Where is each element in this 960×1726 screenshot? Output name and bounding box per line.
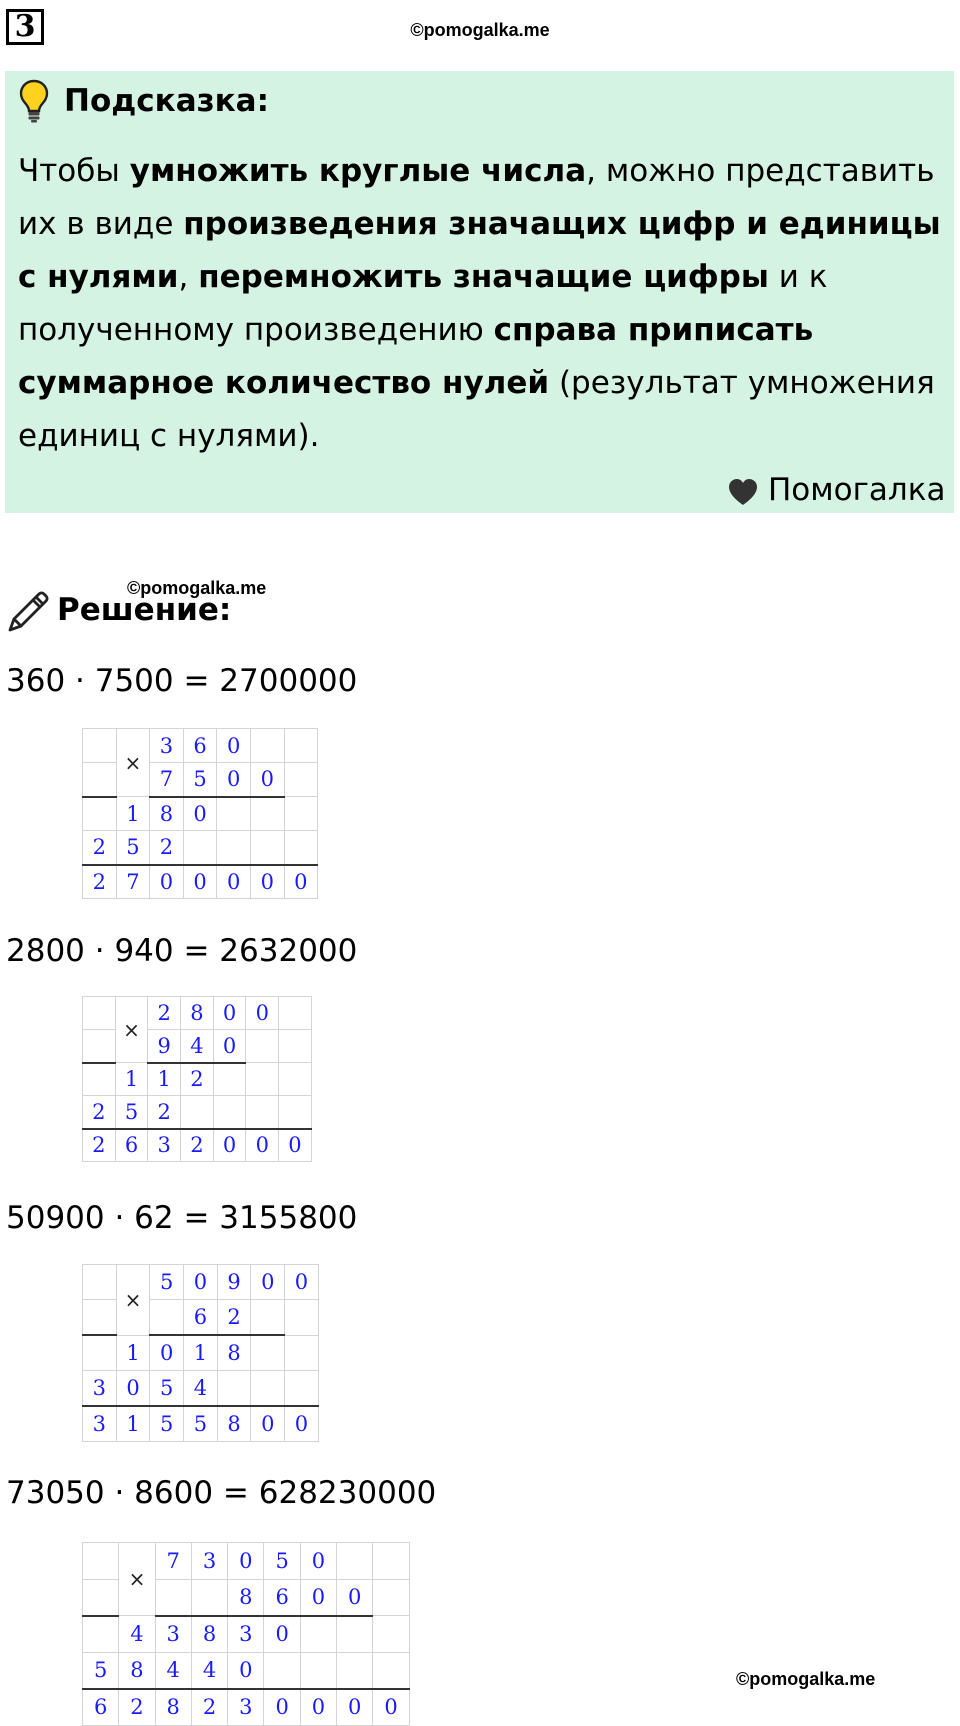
multiply-sign: × (119, 1543, 155, 1616)
grid-cell: 1 (115, 1063, 148, 1096)
hint-text-bold: перемножить значащие цифры (198, 259, 769, 295)
grid-cell: 3 (228, 1689, 264, 1726)
grid-cell (279, 997, 312, 1030)
grid-cell: 1 (116, 1335, 150, 1370)
watermark-solution: ©pomogalka.me (127, 578, 267, 598)
grid-cell (284, 763, 318, 797)
multiplication-grid-2 (82, 996, 312, 1162)
grid-cell (250, 729, 284, 763)
grid-cell: 1 (116, 797, 150, 831)
pencil-icon (6, 587, 52, 633)
grid-cell: 2 (150, 831, 184, 865)
task-number: 3 (6, 9, 44, 45)
grid-row (83, 797, 318, 831)
grid-cell (83, 1579, 119, 1616)
grid-row (83, 1406, 319, 1441)
watermark-bottom: ©pomogalka.me (736, 1669, 876, 1689)
grid-cell: 2 (181, 1129, 214, 1162)
grid-cell: 2 (181, 1063, 214, 1096)
grid-cell: 0 (228, 1543, 264, 1580)
equation-4: 73050 · 8600 = 628230000 (6, 1475, 437, 1511)
grid-cell: 6 (83, 1689, 119, 1726)
grid-cell (285, 1300, 319, 1335)
grid-cell (250, 797, 284, 831)
grid-cell: 4 (155, 1652, 191, 1689)
grid-cell (300, 1616, 336, 1653)
grid-cell (181, 1096, 214, 1129)
grid-cell: 0 (250, 763, 284, 797)
grid-cell: 0 (116, 1371, 150, 1406)
grid-cell (83, 997, 116, 1030)
grid-cell (83, 1030, 116, 1063)
grid-cell: 0 (300, 1579, 336, 1616)
grid-cell: 5 (184, 1406, 218, 1441)
grid-cell: 3 (83, 1406, 117, 1441)
grid-cell: 6 (183, 729, 217, 763)
grid-row (83, 1543, 410, 1580)
grid-cell (373, 1543, 409, 1580)
grid-cell: 4 (119, 1616, 155, 1653)
grid-cell (300, 1652, 336, 1689)
grid-cell: 0 (213, 1129, 246, 1162)
grid-row (83, 1063, 312, 1096)
grid-cell (217, 831, 251, 865)
grid-cell: 0 (284, 865, 318, 899)
grid-cell (83, 729, 117, 763)
multiply-sign: × (115, 997, 148, 1063)
grid-cell (83, 1543, 119, 1580)
grid-cell: 2 (148, 1096, 181, 1129)
grid-row (83, 729, 318, 763)
grid-cell: 0 (250, 865, 284, 899)
grid-cell: 5 (115, 1096, 148, 1129)
grid-cell: 2 (83, 1096, 116, 1129)
grid-cell: 2 (191, 1689, 227, 1726)
hint-text-run: Чтобы (18, 153, 130, 189)
grid-cell: 8 (191, 1616, 227, 1653)
grid-cell: 0 (183, 865, 217, 899)
grid-cell (251, 1335, 285, 1370)
grid-cell: 0 (217, 729, 251, 763)
grid-cell (183, 831, 217, 865)
grid-row (83, 997, 312, 1030)
grid-cell (83, 797, 117, 831)
grid-cell (279, 1063, 312, 1096)
grid-cell: 3 (148, 1129, 181, 1162)
multiplication-grid-1 (82, 728, 318, 899)
grid-cell: 0 (264, 1689, 300, 1726)
grid-cell: 2 (83, 1129, 116, 1162)
grid-cell: 8 (217, 1406, 251, 1441)
grid-row (83, 1652, 410, 1689)
grid-cell: 0 (150, 1335, 184, 1370)
grid-cell: 4 (191, 1652, 227, 1689)
grid-cell: 8 (217, 1335, 251, 1370)
grid-cell: 0 (213, 1030, 246, 1063)
grid-cell: 0 (228, 1652, 264, 1689)
grid-cell: 0 (337, 1689, 373, 1726)
grid-cell: 2 (83, 831, 117, 865)
grid-cell: 0 (246, 1129, 279, 1162)
equation-3: 50900 · 62 = 3155800 (6, 1200, 358, 1236)
grid-cell (83, 1616, 119, 1653)
hint-text-run: , можно представить их в виде (18, 153, 935, 242)
heart-icon (727, 477, 759, 507)
grid-cell: 0 (251, 1265, 285, 1300)
grid-row (83, 1096, 312, 1129)
grid-cell: 0 (183, 797, 217, 831)
grid-row (83, 1371, 319, 1406)
grid-cell (337, 1652, 373, 1689)
grid-cell: 7 (155, 1543, 191, 1580)
grid-cell (83, 763, 117, 797)
grid-cell (83, 1335, 117, 1370)
grid-cell: 3 (191, 1543, 227, 1580)
grid-cell: 0 (213, 997, 246, 1030)
grid-cell (285, 1335, 319, 1370)
grid-cell: 7 (116, 865, 150, 899)
grid-cell: 0 (217, 763, 251, 797)
multiply-sign: × (116, 1265, 150, 1336)
grid-cell (191, 1579, 227, 1616)
grid-cell: 0 (251, 1406, 285, 1441)
grid-cell: 1 (148, 1063, 181, 1096)
grid-cell (284, 729, 318, 763)
grid-cell: 5 (150, 1406, 184, 1441)
grid-cell: 5 (264, 1543, 300, 1580)
grid-cell: 0 (246, 997, 279, 1030)
grid-cell (155, 1579, 191, 1616)
grid-cell: 9 (217, 1265, 251, 1300)
grid-cell: 0 (279, 1129, 312, 1162)
grid-cell (373, 1652, 409, 1689)
grid-cell (217, 797, 251, 831)
grid-cell: 3 (150, 729, 184, 763)
grid-cell: 5 (183, 763, 217, 797)
grid-cell: 0 (264, 1616, 300, 1653)
grid-cell: 8 (150, 797, 184, 831)
hint-title: Подсказка: (64, 83, 269, 119)
grid-cell: 1 (184, 1335, 218, 1370)
multiplication-grid-3 (82, 1264, 319, 1442)
grid-cell (251, 1300, 285, 1335)
grid-row (83, 1335, 319, 1370)
grid-cell: 2 (217, 1300, 251, 1335)
grid-cell: 6 (264, 1579, 300, 1616)
grid-cell (337, 1616, 373, 1653)
hint-text-bold: произведения значащих цифр и единицы с нулями (18, 206, 941, 295)
grid-cell: 4 (184, 1371, 218, 1406)
grid-row (83, 831, 318, 865)
grid-cell (279, 1030, 312, 1063)
grid-cell: 2 (83, 865, 117, 899)
grid-cell (217, 1371, 251, 1406)
grid-cell: 0 (150, 865, 184, 899)
grid-cell (251, 1371, 285, 1406)
equation-2: 2800 · 940 = 2632000 (6, 933, 358, 969)
multiplication-grid-4 (82, 1542, 410, 1726)
grid-row (83, 1129, 312, 1162)
hint-text-run: , (178, 259, 199, 295)
hint-text (18, 145, 948, 463)
grid-cell: 0 (184, 1265, 218, 1300)
grid-cell: 3 (155, 1616, 191, 1653)
watermark-top: ©pomogalka.me (410, 20, 550, 40)
grid-cell: 6 (184, 1300, 218, 1335)
grid-cell: 7 (150, 763, 184, 797)
grid-cell (250, 831, 284, 865)
grid-cell: 8 (155, 1689, 191, 1726)
grid-cell: 3 (228, 1616, 264, 1653)
grid-cell: 2 (119, 1689, 155, 1726)
grid-cell: 9 (148, 1030, 181, 1063)
grid-cell (83, 1063, 116, 1096)
grid-cell (213, 1063, 246, 1096)
grid-row (83, 1689, 410, 1726)
grid-row (83, 865, 318, 899)
grid-cell (285, 1371, 319, 1406)
grid-cell (373, 1616, 409, 1653)
grid-row (83, 1616, 410, 1653)
grid-cell (373, 1579, 409, 1616)
equation-1: 360 · 7500 = 2700000 (6, 663, 358, 699)
hint-text-run: (результат умножения единиц с нулями). (18, 365, 935, 454)
grid-cell: 4 (181, 1030, 214, 1063)
brand-label: Помогалка (768, 472, 946, 508)
hint-text-run: и к полученному произведению (18, 259, 828, 348)
grid-cell: 5 (150, 1371, 184, 1406)
grid-cell (150, 1300, 184, 1335)
lightbulb-icon (19, 79, 49, 123)
grid-cell: 0 (217, 865, 251, 899)
grid-cell: 1 (116, 1406, 150, 1441)
grid-cell: 8 (181, 997, 214, 1030)
grid-cell: 2 (148, 997, 181, 1030)
grid-cell: 5 (150, 1265, 184, 1300)
grid-cell: 8 (119, 1652, 155, 1689)
solution-title: Решение: (57, 592, 232, 628)
hint-text-bold: умножить круглые числа (129, 153, 587, 189)
grid-cell: 8 (228, 1579, 264, 1616)
grid-cell: 0 (337, 1579, 373, 1616)
grid-cell: 0 (285, 1265, 319, 1300)
hint-text-bold: справа приписать суммарное количество нулей (18, 312, 814, 401)
grid-cell: 0 (300, 1689, 336, 1726)
multiply-sign: × (116, 729, 150, 797)
grid-cell (284, 797, 318, 831)
grid-cell (246, 1063, 279, 1096)
grid-cell: 3 (83, 1371, 117, 1406)
grid-cell (264, 1652, 300, 1689)
grid-cell (337, 1543, 373, 1580)
grid-cell (246, 1096, 279, 1129)
grid-cell (279, 1096, 312, 1129)
grid-cell (284, 831, 318, 865)
grid-cell: 0 (285, 1406, 319, 1441)
grid-cell: 0 (373, 1689, 409, 1726)
grid-cell (83, 1265, 117, 1300)
grid-cell (246, 1030, 279, 1063)
grid-cell: 5 (83, 1652, 119, 1689)
grid-cell: 5 (116, 831, 150, 865)
grid-cell (213, 1096, 246, 1129)
grid-cell: 6 (115, 1129, 148, 1162)
grid-cell: 0 (300, 1543, 336, 1580)
grid-row (83, 1265, 319, 1300)
grid-cell (83, 1300, 117, 1335)
